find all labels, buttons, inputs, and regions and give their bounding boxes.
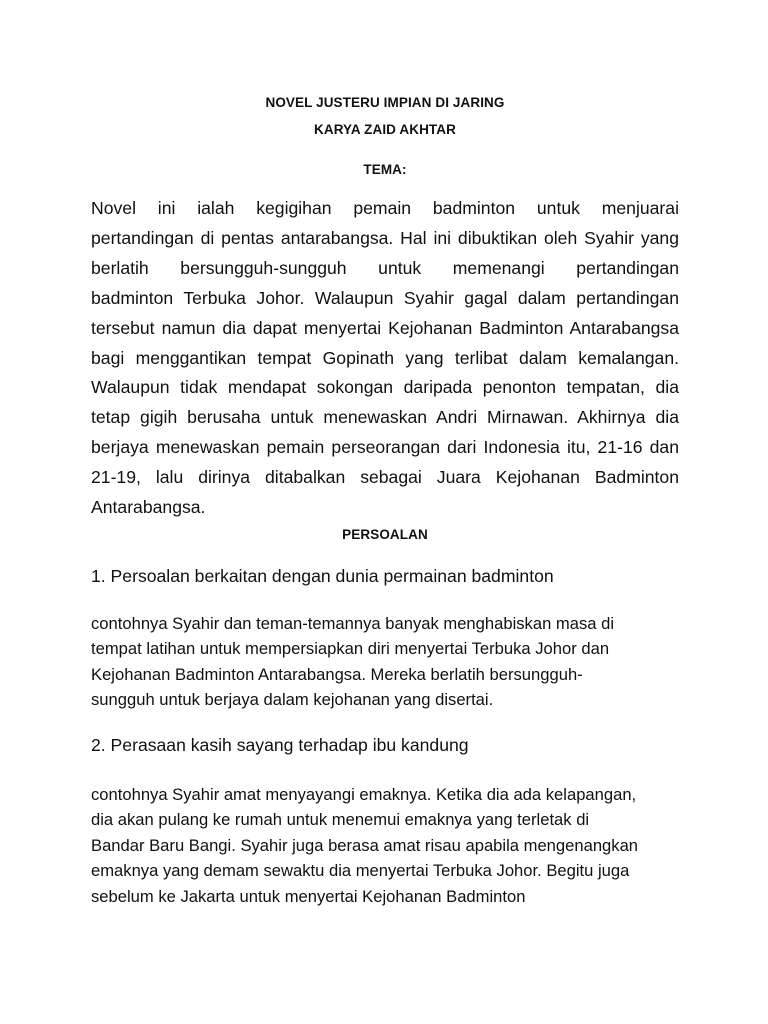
tema-line: 21-19, lalu dirinya ditabalkan sebagai Juara Kejohanan Badminton [91, 467, 679, 488]
persoalan-heading: PERSOALAN [342, 527, 428, 542]
tema-line: bagi menggantikan tempat Gopinath yang terlibat dalam kemalangan. [91, 347, 679, 368]
tema-paragraph [91, 194, 679, 523]
body-line: tempat latihan untuk mempersiapkan diri menyertai Terbuka Johor dan [91, 639, 610, 659]
body-line: dia akan pulang ke rumah untuk menemui emaknya yang terletak di [91, 810, 590, 830]
tema-heading: TEMA: [363, 162, 407, 177]
body-line: Bandar Baru Bangi. Syahir juga berasa amat risau apabila mengenangkan [91, 835, 639, 855]
document-page [91, 0, 679, 1024]
tema-line: Antarabangsa. [91, 497, 206, 518]
tema-line: tersebut namun dia dapat menyertai Kejohanan Badminton Antarabangsa [91, 317, 679, 338]
body-line: Kejohanan Badminton Antarabangsa. Mereka berlatih bersungguh- [91, 664, 583, 684]
persoalan-item-body [91, 782, 691, 909]
persoalan-item-heading: 1. Persoalan berkaitan dengan dunia permainan badminton [91, 566, 554, 586]
tema-line: tetap gigih berusaha untuk menewaskan Andri Mirnawan. Akhirnya dia [91, 407, 679, 428]
document-author: KARYA ZAID AKHTAR [314, 122, 456, 137]
tema-line: Novel ini ialah kegigihan pemain badminton untuk menjuarai [91, 198, 679, 218]
body-line: sungguh untuk berjaya dalam kejohanan yang disertai. [91, 690, 494, 710]
body-line: contohnya Syahir dan teman-temannya banyak menghabiskan masa di [91, 614, 615, 633]
body-line: contohnya Syahir amat menyayangi emaknya. Ketika dia ada kelapangan, [91, 785, 637, 804]
document-title: NOVEL JUSTERU IMPIAN DI JARING [265, 95, 505, 110]
tema-line: pertandingan di pentas antarabangsa. Hal ini dibuktikan oleh Syahir yang [91, 227, 679, 248]
body-line: emaknya yang demam sewaktu dia menyertai Terbuka Johor. Begitu juga [91, 861, 630, 881]
persoalan-item-body [91, 611, 691, 713]
persoalan-item-heading: 2. Perasaan kasih sayang terhadap ibu kandung [91, 735, 469, 755]
tema-line: berjaya menewaskan pemain perseorangan dari Indonesia itu, 21-16 dan [91, 437, 679, 458]
tema-line: badminton Terbuka Johor. Walaupun Syahir gagal dalam pertandingan [91, 287, 679, 308]
body-line: sebelum ke Jakarta untuk menyertai Kejohanan Badminton [91, 886, 526, 906]
tema-line: berlatih bersungguh-sungguh untuk memenangi pertandingan [91, 257, 679, 278]
tema-line: Walaupun tidak mendapat sokongan daripada penonton tempatan, dia [91, 377, 679, 398]
